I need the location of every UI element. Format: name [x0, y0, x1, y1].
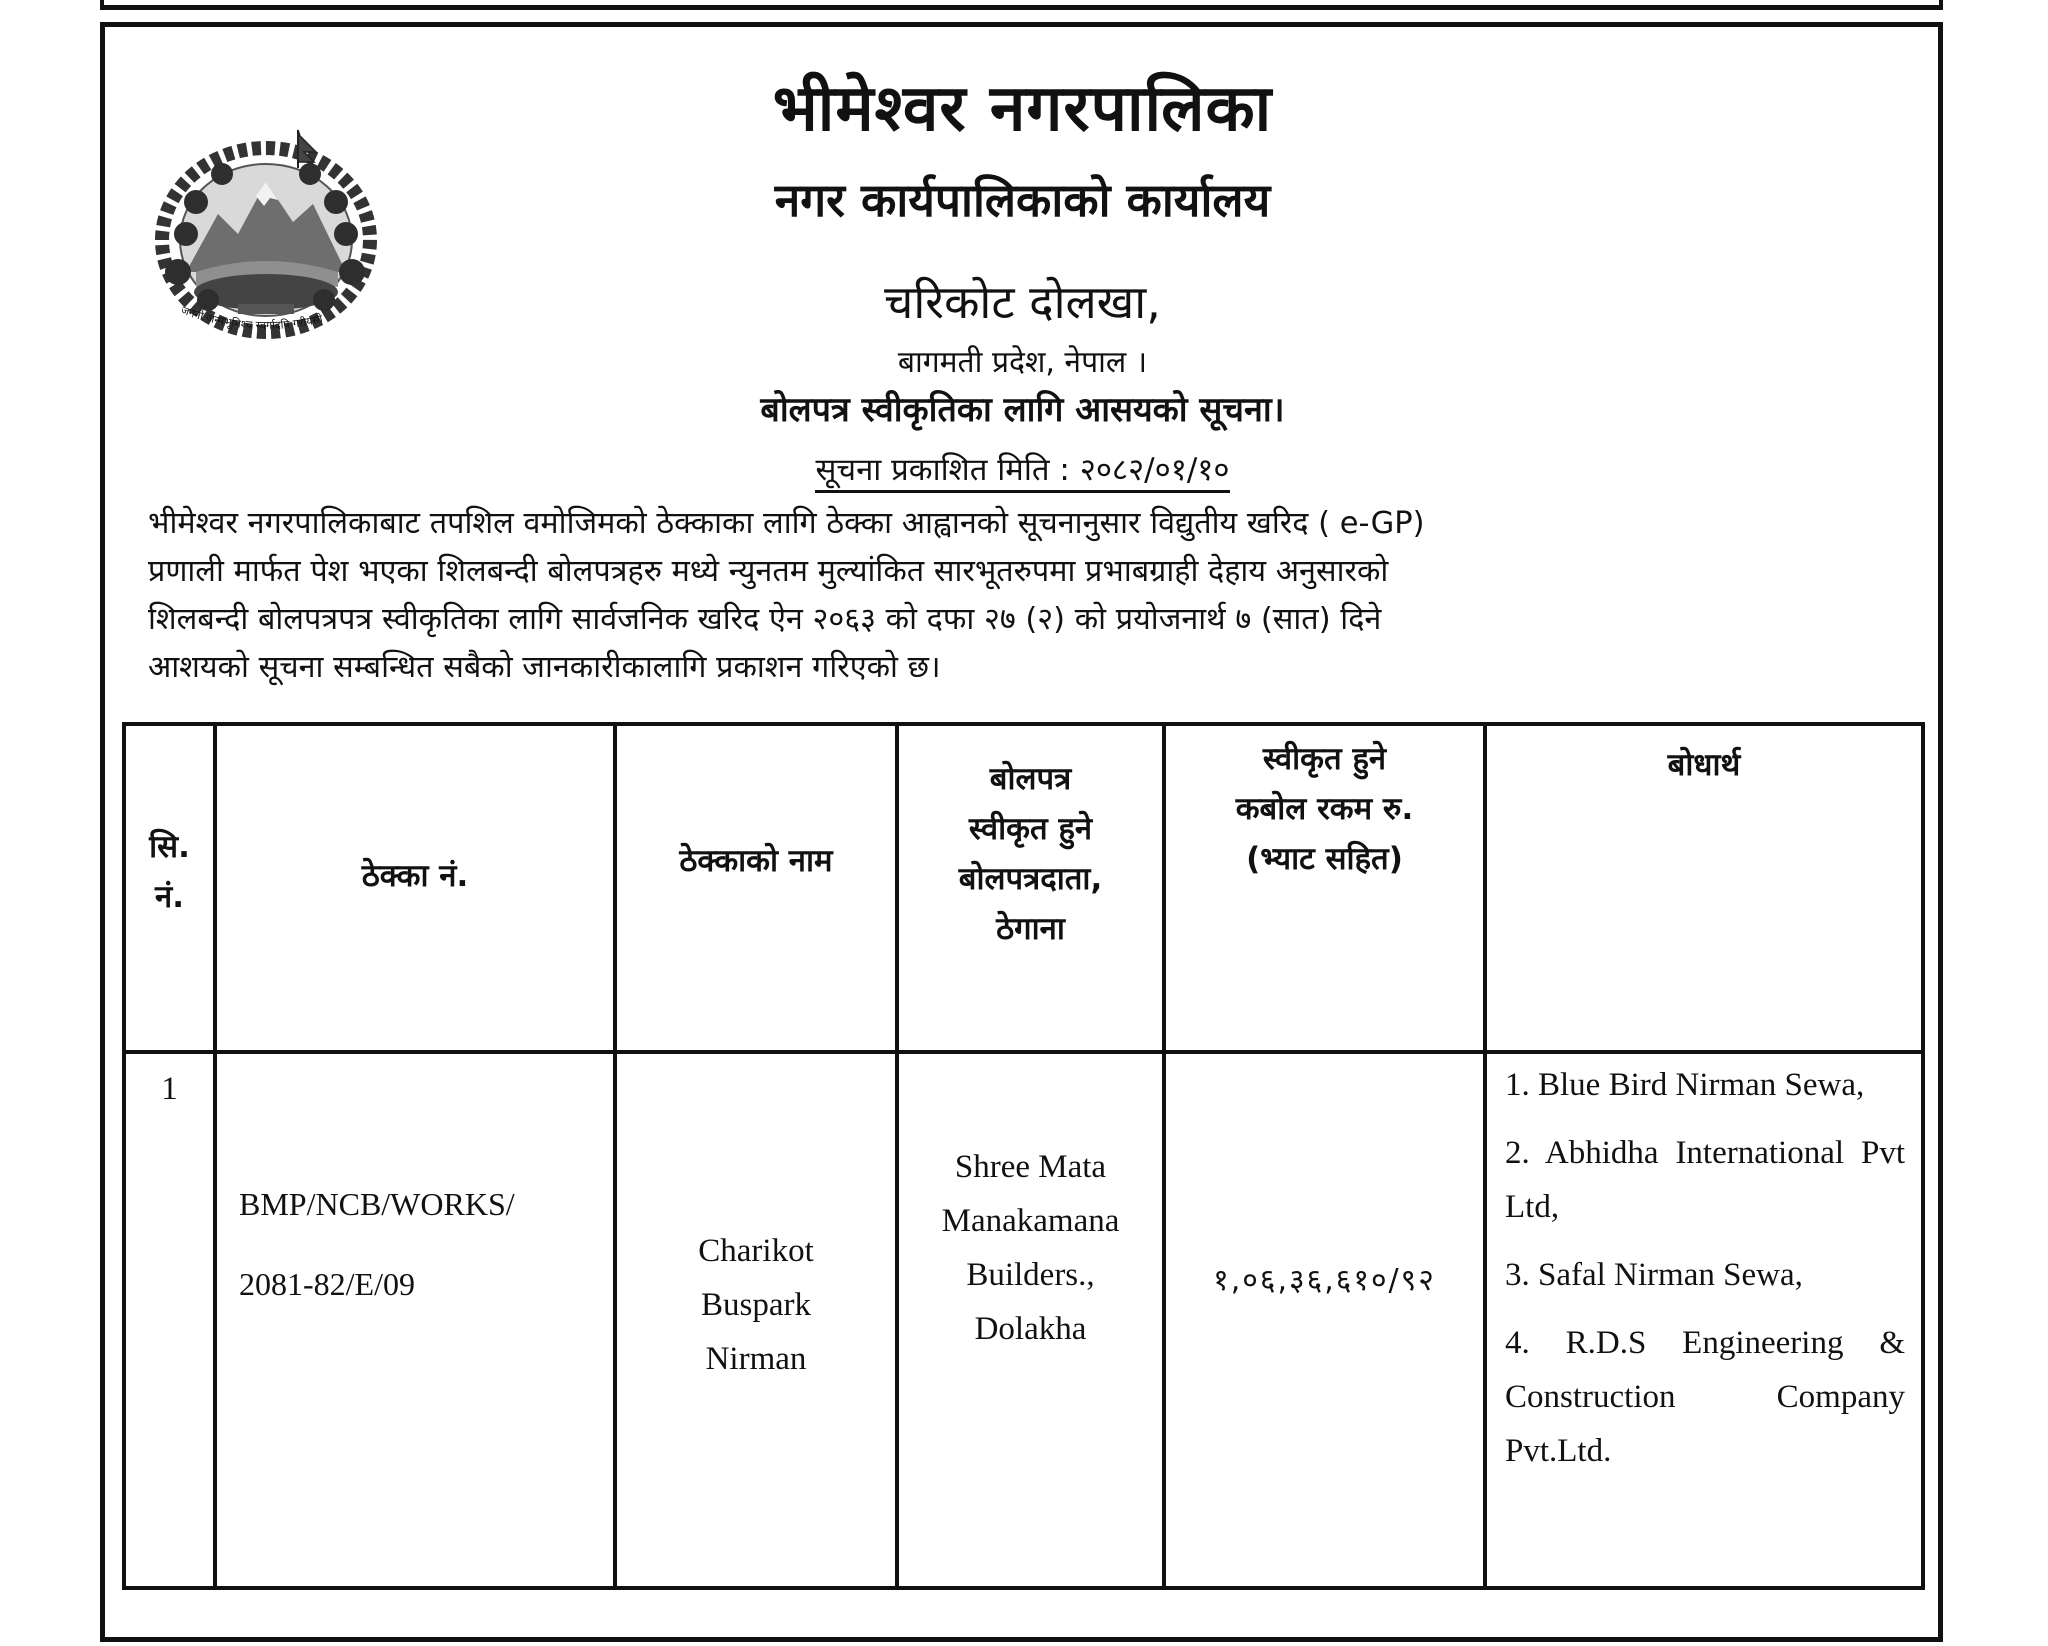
header-contract-name	[615, 724, 897, 1052]
cell-bidder	[897, 1052, 1164, 1588]
contract-name-line: Charikot	[698, 1233, 814, 1269]
header-line: ठेक्काको नाम	[679, 843, 833, 879]
cell-contract-name	[615, 1052, 897, 1588]
contract-name-line: Buspark	[701, 1287, 811, 1323]
award-table	[122, 722, 1925, 1590]
header-line: बोलपत्रदाता,	[958, 861, 1103, 897]
bidder-line: Dolakha	[974, 1311, 1087, 1347]
cell-amount: १,०६,३६,६१०/९२	[1164, 1052, 1485, 1588]
published-date	[150, 448, 1895, 490]
recipient-item: 3. Safal Nirman Sewa,	[1505, 1257, 1803, 1293]
recipient-item: 4. R.D.S Engineering & Construction Company Pvt.Ltd.	[1505, 1325, 1905, 1469]
notice-body	[148, 500, 1903, 692]
header-line: सि.	[149, 829, 190, 865]
header-amount	[1164, 724, 1485, 1052]
cell-recipients	[1485, 1052, 1923, 1588]
body-line: आशयको सूचना सम्बन्धित सबैको जानकारीकालागि प्रकाशन गरिएको छ।	[148, 650, 941, 685]
office-location: चरिकोट दोलखा,	[884, 275, 1161, 329]
office-name: नगर कार्यपालिकाको कार्यालय	[774, 173, 1271, 227]
body-line: भीमेश्वर नगरपालिकाबाट तपशिल वमोजिमको ठेक्काका लागि ठेक्का आह्वानको सूचनानुसार विद्युतीय खरिद ( e-GP)	[148, 506, 1425, 541]
notice-title: बोलपत्र स्वीकृतिका लागि आसयको सूचना।	[760, 390, 1285, 430]
header-line: कबोल रकम रु.	[1235, 791, 1414, 827]
contract-name-line: Nirman	[705, 1341, 807, 1377]
header-line: ठेगाना	[996, 911, 1065, 947]
top-border-rule	[100, 0, 1943, 10]
header-recipients	[1485, 724, 1923, 1052]
contract-no-line: 2081-82/E/09	[239, 1266, 415, 1302]
cell-contract-no	[215, 1052, 615, 1588]
province-country: बागमती प्रदेश, नेपाल ।	[897, 345, 1148, 380]
recipient-item: 1. Blue Bird Nirman Sewa,	[1505, 1067, 1865, 1103]
cell-serial-no: 1	[124, 1052, 215, 1588]
bidder-line: Manakamana	[941, 1203, 1120, 1239]
header-bidder	[897, 724, 1164, 1052]
header-serial-no	[124, 724, 215, 1052]
header-line: नं.	[155, 879, 184, 915]
body-line: शिलबन्दी बोलपत्रपत्र स्वीकृतिका लागि सार्वजनिक खरिद ऐन २०६३ को दफा २७ (२) को प्रयोजनार्थ ७ (सात) दिने	[148, 602, 1382, 637]
header-line: बोधार्थ	[1667, 747, 1741, 783]
table-row	[124, 1052, 1923, 1588]
svg-text:जननी जन्मभूमिश्च स्वर्गादपि गर: जननी जन्मभूमिश्च स्वर्गादपि गरीयसी	[179, 303, 324, 333]
header-line: बोलपत्र	[989, 761, 1072, 797]
header-line: स्वीकृत हुने	[1262, 741, 1387, 777]
header-line: ठेक्का नं.	[361, 858, 469, 894]
recipient-item: 2. Abhidha International Pvt Ltd,	[1505, 1135, 1905, 1225]
header-contract-no	[215, 724, 615, 1052]
published-date-text: सूचना प्रकाशित मिति : २०८२/०१/१०	[815, 452, 1229, 493]
municipality-name: भीमेश्वर नगरपालिका	[772, 72, 1273, 146]
body-line: प्रणाली मार्फत पेश भएका शिलबन्दी बोलपत्रहरु मध्ये न्युनतम मुल्यांकित सारभूतरुपमा प्रभाबग्राही देहाय अनुसारको	[148, 554, 1389, 589]
header-line: (भ्याट सहित)	[1246, 841, 1403, 877]
contract-no-line: BMP/NCB/WORKS/	[239, 1186, 515, 1222]
bidder-line: Builders.,	[966, 1257, 1095, 1293]
header-line: स्वीकृत हुने	[968, 811, 1093, 847]
table-header-row	[124, 724, 1923, 1052]
bidder-line: Shree Mata	[954, 1149, 1107, 1185]
